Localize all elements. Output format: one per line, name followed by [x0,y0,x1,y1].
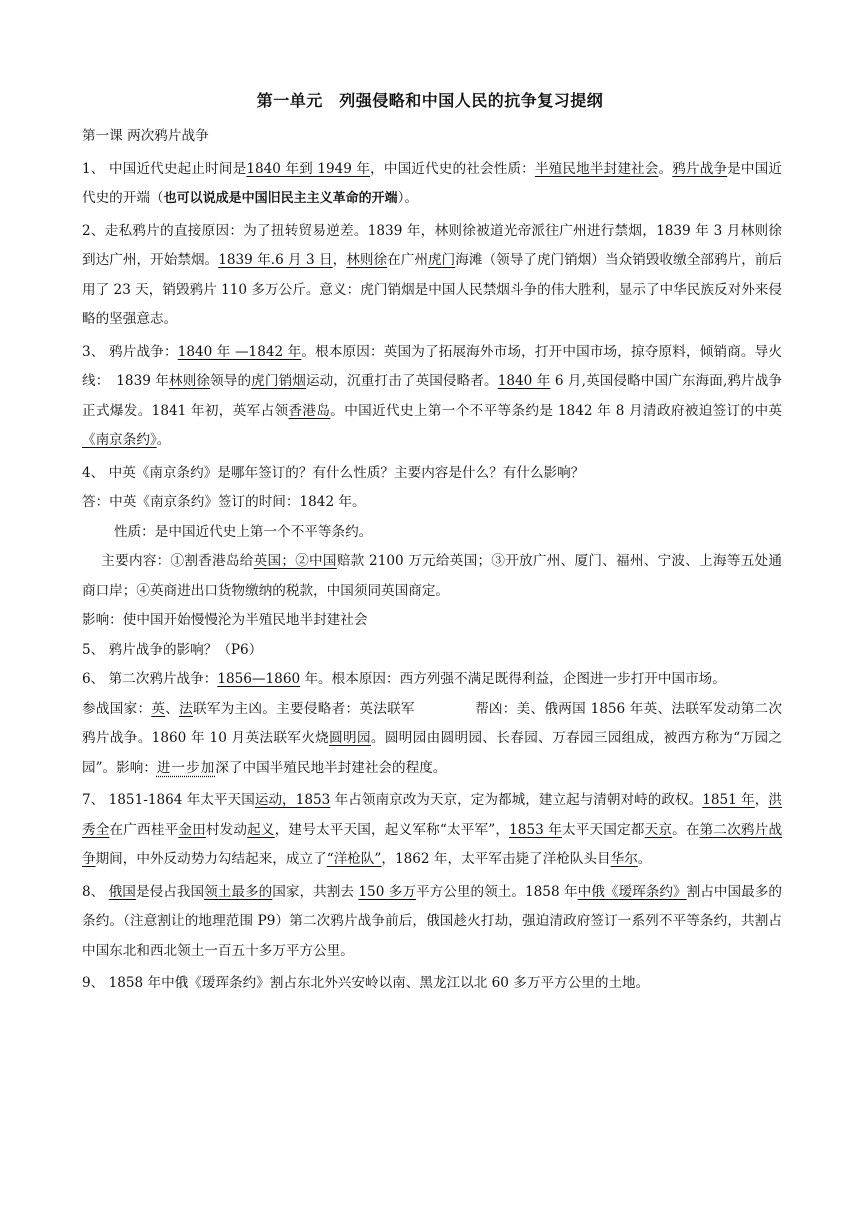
item-4-answer-impact: 影响：使中国开始慢慢沦为半殖民地半封建社会 [82,612,368,628]
lesson-heading: 第一课 两次鸦片战争 [82,128,209,144]
item-6-cont: 参战国家：英、法联军为主凶。主要侵略者：英法联军 帮凶：美、俄两国 1856 年英、法联军发动第二次鸦片战争。1860 年 10 月英法联军火烧圆明园。圆明园由圆明园、长春园、万春园三园组成，被西方称为“万园之园”。影响：进一步加深了中国半殖民地半封建社会的程度。 [82,700,783,776]
item-7: 7、 1851-1864 年太平天国运动，1853 年占领南京改为天京，定为都城，建立起与清朝对峙的政权。1851 年，洪秀全在广西桂平金田村发动起义，建号太平天国，起义军称“太平军”，1853 年太平天国定都天京。在第二次鸦片战争期间，中外反动势力勾结起来，成立了“洋枪队”，1862 年，太平军击毙了洋枪队头目华尔。 [82,792,783,867]
item-3: 3、 鸦片战争：1840 年 —1842 年。根本原因：英国为了拓展海外市场，打开中国市场，掠夺原料，倾销商。导火线： 1839 年林则徐领导的虎门销烟运动，沉重打击了英国侵略者。1840 年 6 月,英国侵略中国广东海面,鸦片战争正式爆发。1841 年初，英军占领香港岛。中国近代史上第一个不平等条约是 1842 年 8 月清政府被迫签订的中英《南京条约》。 [82,343,783,448]
item-5: 5、 鸦片战争的影响？（P6） [82,641,263,658]
item-4-answer-date: 答：中英《南京条约》签订的时间：1842 年。 [82,494,366,510]
item-6: 6、 第二次鸦片战争：1856—1860 年。根本原因：西方列强不满足既得利益，企图进一步打开中国市场。 [82,671,726,687]
item-1: 1、 中国近代史起止时间是1840 年到 1949 年，中国近代史的社会性质：半殖民地半封建社会。鸦片战争是中国近代史的开端（也可以说成是中国旧民主主义革命的开端）。 [82,160,782,206]
page-title: 第一单元 列强侵略和中国人民的抗争复习提纲 [256,91,604,110]
item-4-answer-nature: 性质：是中国近代史上第一个不平等条约。 [114,523,373,540]
item-4-question: 4、 中英《南京条约》是哪年签订的？有什么性质？主要内容是什么？有什么影响？ [82,464,585,481]
item-9: 9、 1858 年中俄《瑷珲条约》割占东北外兴安岭以南、黑龙江以北 60 多万平方公里的土地。 [82,975,650,991]
item-8: 8、 俄国是侵占我国领土最多的国家，共割去 150 多万平方公里的领土。1858 年中俄《瑷珲条约》割占中国最多的条约。（注意割让的地理范围 P9）第二次鸦片战争前后，俄国趁火打劫，强迫清政府签订一系列不平等条约，共割占中国东北和西北领土一百五十多万平方公里。 [82,883,783,959]
document-body [82,122,782,999]
item-2: 2、走私鸦片的直接原因：为了扭转贸易逆差。1839 年，林则徐被道光帝派往广州进行禁烟，1839 年 3 月林则徐到达广州，开始禁烟。1839 年.6 月 3 日，林则徐在广州虎门海滩（领导了虎门销烟）当众销毁收缴全部鸦片，前后用了 23 天，销毁鸦片 110 多万公斤。意义：虎门销烟是中国人民禁烟斗争的伟大胜利，显示了中华民族反对外来侵略的坚强意志。 [82,222,783,327]
item-4-answer-content: 主要内容：①割香港岛给英国；②中国赔款 2100 万元给英国；③开放广州、厦门、福州、宁波、上海等五处通商口岸；④英商进出口货物缴纳的税款，中国须同英国商定。 [82,553,782,599]
